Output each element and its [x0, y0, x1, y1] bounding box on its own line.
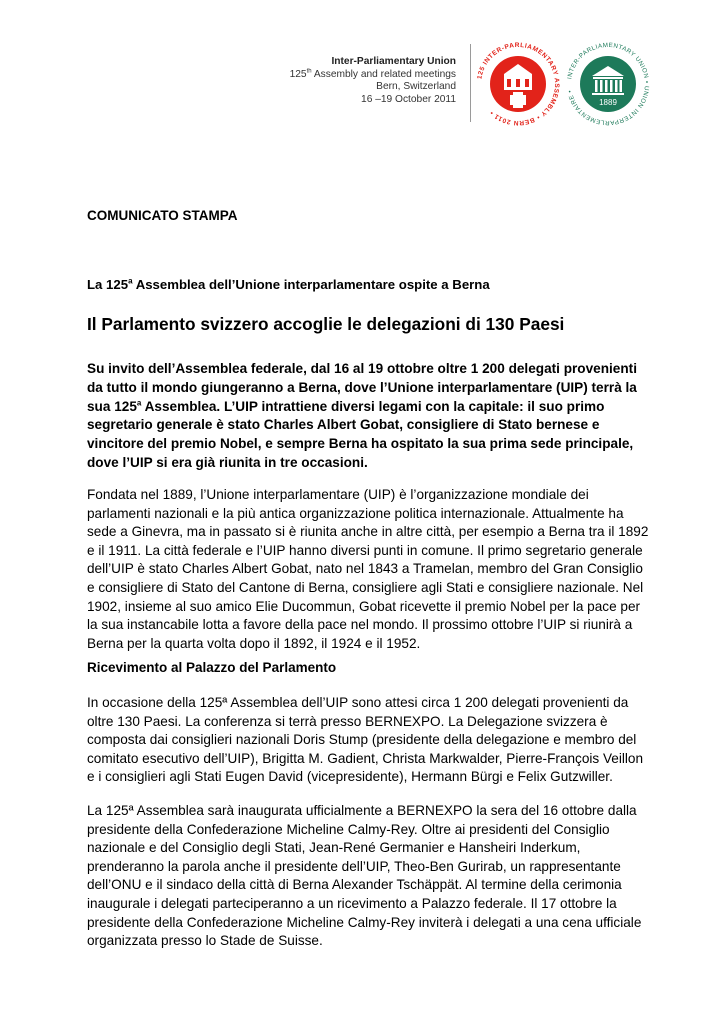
lead-paragraph [87, 360, 647, 473]
header-assembly [290, 69, 456, 82]
assembly-logo-ring-text: 125 INTER-PARLIAMENTARY ASSEMBLY • BERN 2011 • [476, 42, 560, 126]
header-dates: 16 –19 October 2011 [361, 93, 456, 105]
header-assembly-sup: th [306, 68, 312, 75]
header-assembly-text: Assembly and related meetings [311, 68, 456, 80]
lead-part2: Assemblea. L’UIP intrattiene diversi legami con la capitale: il suo primo segretario generale è stato Charles Albert Gobat, consigliere di Stato bernese e vincitore del premio Nobel, e sempre Berna ha ospitato la sua prima sede principale, dove l’UIP si era già riunita in tre occasioni. [87, 398, 634, 470]
press-release-label: COMUNICATO STAMPA [87, 208, 238, 223]
header-divider [470, 44, 471, 122]
header-block [290, 56, 456, 106]
section-heading: Ricevimento al Palazzo del Parlamento [87, 660, 337, 675]
document-subtitle [87, 277, 490, 292]
paragraph-history: Fondata nel 1889, l’Unione interparlamentare (UIP) è l’organizzazione mondiale dei parlamenti nazionali e la più antica organizzazione politica internazionale. Attualmente ha sede a Ginevra, ma in passato si è riunita anche in altre città, per esempio a Berna tra il 1892 e il 1911. La città federale e l’UIP hanno diversi punti in comune. Il primo segretario generale dell’UIP è stato Charles Albert Gobat, nato nel 1843 a Tramelan, membro del Gran Consiglio e consigliere di Stato del Cantone di Berna, consigliere agli Stati e consigliere nazionale. Nel 1902, insieme al suo amico Elie Ducommun, Gobat ricevette il premio Nobel per la pace per la sua instancabile lotta a favore della pace nel mondo. Il prossimo ottobre l’UIP si riunirà a Berna per la quarta volta dopo il 1892, il 1924 e il 1952. [87, 487, 649, 651]
subtitle-sup: a [128, 276, 133, 286]
ipu-logo [566, 42, 650, 126]
header-assembly-number: 125 [289, 68, 307, 80]
paragraph-delegation: In occasione della 125ª Assemblea dell’UIP sono attesi circa 1 200 delegati provenienti da oltre 130 Paesi. La conferenza si terrà presso BERNEXPO. La Delegazione svizzera è composta dai consiglieri nazionali Doris Stump (presidente della delegazione e membro del comitato esecutivo dell’UIP), Brigitta M. Gadient, Christa Markwalder, Pierre-François Veillon e i consiglieri agli Stati Eugen David (vicepresidente), Hermann Bürgi e Felix Gutzwiller. [87, 695, 644, 785]
header-org: Inter-Parliamentary Union [331, 56, 456, 67]
lead-part1: Su invito dell’Assemblea federale, dal 16 al 19 ottobre oltre 1 200 delegati provenienti da tutto il mondo giungeranno a Berna, dove l’Unione interparlamentare (UIP) terrà la sua 125 [87, 361, 637, 414]
paragraph-inauguration: La 125ª Assemblea sarà inaugurata ufficialmente a BERNEXPO la sera del 16 ottobre dalla presidente della Confederazione Micheline Calmy-Rey. Oltre ai presidenti del Consiglio nazionale e del Consiglio degli Stati, Jean-René Germanier e Hansheiri Inderkum, prenderanno la parola anche il presidente dell’UIP, Theo-Ben Gurirab, un rappresentante dell’ONU e il sindaco della città di Berna Alexander Tschäppät. Al termine della cerimonia inaugurale i delegati parteciperanno a un ricevimento a Palazzo federale. Il 17 ottobre la presidente della Confederazione Micheline Calmy-Rey inviterà i delegati a una cena ufficiale organizzata presso lo Stade de Suisse. [87, 803, 642, 949]
ipu-logo-year: 1889 [599, 98, 617, 107]
ipu-logo-ring-text: INTER-PARLIAMENTARY UNION • UNION INTERPARLEMENTAIRE • [566, 42, 650, 126]
assembly-logo [476, 42, 560, 126]
document-title: Il Parlamento svizzero accoglie le delegazioni di 130 Paesi [87, 314, 565, 334]
subtitle-prefix: La 125 [87, 277, 129, 292]
lead-sup: a [136, 398, 142, 408]
header-location: Bern, Switzerland [376, 81, 456, 93]
subtitle-suffix: Assemblea dell’Unione interparlamentare ospite a Berna [132, 277, 490, 292]
